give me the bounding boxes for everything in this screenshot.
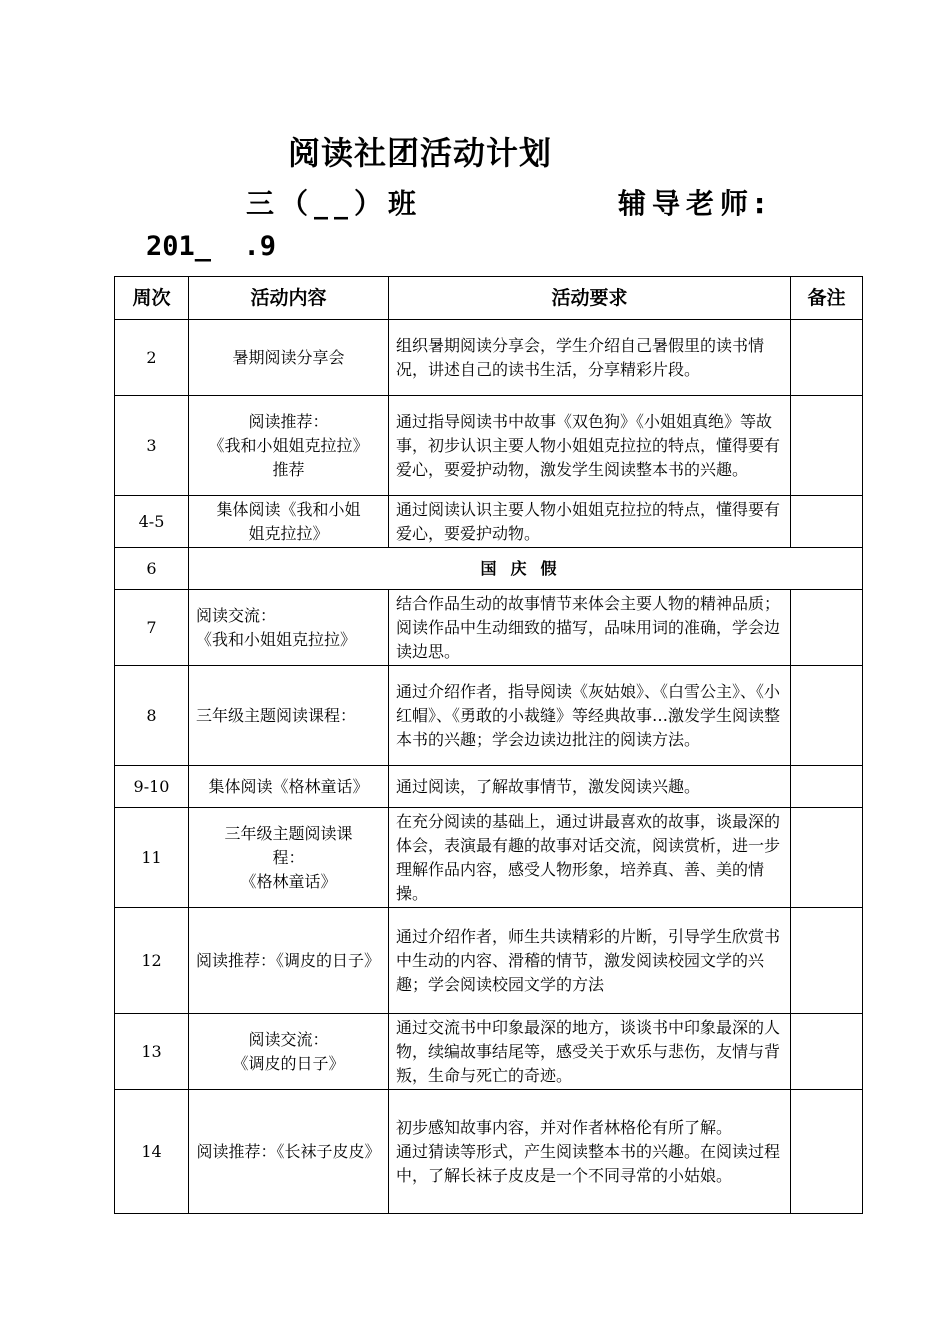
activity-cell [189, 396, 389, 496]
activity-line: 《调皮的日子》 [232, 1053, 345, 1073]
table-row [115, 766, 863, 808]
table-body [115, 320, 863, 1214]
activity-line: 阅读交流： [196, 605, 277, 625]
week-cell: 4-5 [115, 496, 189, 548]
activity-cell [189, 1014, 389, 1090]
activity-cell [189, 590, 389, 666]
week-cell: 12 [115, 908, 189, 1014]
activity-line: 《我和小姐姐克拉拉》 [196, 629, 357, 649]
week-cell: 3 [115, 396, 189, 496]
week-cell: 11 [115, 808, 189, 908]
week-cell: 7 [115, 590, 189, 666]
table-row [115, 396, 863, 496]
activity-line: 《我和小姐姐克拉拉》 [208, 435, 369, 455]
requirement-cell: 通过交流书中印象最深的地方，谈谈书中印象最深的人物，续编故事结尾等，感受关于欢乐与悲伤，友情与背叛，生命与死亡的奇迹。 [389, 1014, 791, 1090]
activity-cell [189, 908, 389, 1014]
date-label: 201_ .9 [146, 231, 277, 262]
table-row [115, 666, 863, 766]
note-cell [791, 496, 863, 548]
table-row [115, 1014, 863, 1090]
note-cell [791, 666, 863, 766]
week-cell: 14 [115, 1090, 189, 1214]
header-requirement: 活动要求 [389, 277, 791, 320]
header-note: 备注 [791, 277, 863, 320]
week-cell: 9-10 [115, 766, 189, 808]
note-cell [791, 908, 863, 1014]
week-cell: 8 [115, 666, 189, 766]
note-cell [791, 590, 863, 666]
activity-cell [189, 320, 389, 396]
activity-line: 程： [272, 847, 305, 867]
requirement-cell: 通过介绍作者，指导阅读《灰姑娘》、《白雪公主》、《小红帽》、《勇敢的小裁缝》等经典故事…激发学生阅读整本书的兴趣；学会边读边批注的阅读方法。 [389, 666, 791, 766]
note-cell [791, 808, 863, 908]
activity-cell [189, 496, 389, 548]
requirement-cell: 组织暑期阅读分享会，学生介绍自己暑假里的读书情况，讲述自己的读书生活，分享精彩片段。 [389, 320, 791, 396]
activity-line: 阅读推荐：《调皮的日子》 [196, 950, 381, 970]
note-cell [791, 1090, 863, 1214]
requirement-cell: 在充分阅读的基础上，通过讲最喜欢的故事，谈最深的体会，表演最有趣的故事对话交流，阅读赏析，进一步理解作品内容，感受人物形象，培养真、善、美的情操。 [389, 808, 791, 908]
activity-cell [189, 1090, 389, 1214]
activity-line: 阅读推荐： [248, 411, 329, 431]
activity-line: 三年级主题阅读课 [224, 823, 353, 843]
week-cell: 6 [115, 548, 189, 590]
activity-cell [189, 808, 389, 908]
activity-line: 三年级主题阅读课程： [196, 705, 357, 725]
holiday-cell: 国庆假 [189, 548, 863, 590]
header-week: 周次 [115, 277, 189, 320]
requirement-cell: 通过阅读，了解故事情节，激发阅读兴趣。 [389, 766, 791, 808]
activity-line: 《格林童话》 [240, 871, 337, 891]
table-row [115, 590, 863, 666]
activity-line: 集体阅读《格林童话》 [208, 776, 369, 796]
activity-line: 姐克拉拉》 [248, 523, 329, 543]
header-activity: 活动内容 [189, 277, 389, 320]
table-row [115, 320, 863, 396]
activity-line: 集体阅读《我和小姐 [216, 499, 361, 519]
note-cell [791, 396, 863, 496]
activity-line: 推荐 [272, 459, 305, 479]
activity-line: 阅读交流： [248, 1029, 329, 1049]
requirement-cell: 结合作品生动的故事情节来体会主要人物的精神品质；阅读作品中生动细致的描写，品味用词的准确，学会边读边思。 [389, 590, 791, 666]
activity-cell [189, 666, 389, 766]
activity-cell [189, 766, 389, 808]
requirement-cell: 通过介绍作者，师生共读精彩的片断，引导学生欣赏书中生动的内容、滑稽的情节，激发阅读校园文学的兴趣；学会阅读校园文学的方法 [389, 908, 791, 1014]
teacher-label: 辅导老师: [618, 187, 772, 220]
class-label: 三（__）班 [246, 187, 423, 220]
table-row [115, 548, 863, 590]
activity-plan-table [114, 276, 863, 1214]
activity-line: 暑期阅读分享会 [232, 347, 345, 367]
note-cell [791, 320, 863, 396]
table-row [115, 1090, 863, 1214]
week-cell: 2 [115, 320, 189, 396]
week-cell: 13 [115, 1014, 189, 1090]
note-cell [791, 766, 863, 808]
table-header-row [115, 277, 863, 320]
requirement-cell: 通过指导阅读书中故事《双色狗》《小姐姐真绝》等故事，初步认识主要人物小姐姐克拉拉的特点，懂得要有爱心，要爱护动物，激发学生阅读整本书的兴趣。 [389, 396, 791, 496]
requirement-cell: 通过阅读认识主要人物小姐姐克拉拉的特点，懂得要有爱心，要爱护动物。 [389, 496, 791, 548]
table-row [115, 908, 863, 1014]
activity-line: 阅读推荐：《长袜子皮皮》 [196, 1141, 381, 1161]
requirement-cell: 初步感知故事内容，并对作者林格伦有所了解。 通过猜读等形式，产生阅读整本书的兴趣。在阅读过程中，了解长袜子皮皮是一个不同寻常的小姑娘。 [389, 1090, 791, 1214]
page-title: 阅读社团活动计划 [288, 134, 553, 172]
note-cell [791, 1014, 863, 1090]
table-row [115, 496, 863, 548]
table-row [115, 808, 863, 908]
